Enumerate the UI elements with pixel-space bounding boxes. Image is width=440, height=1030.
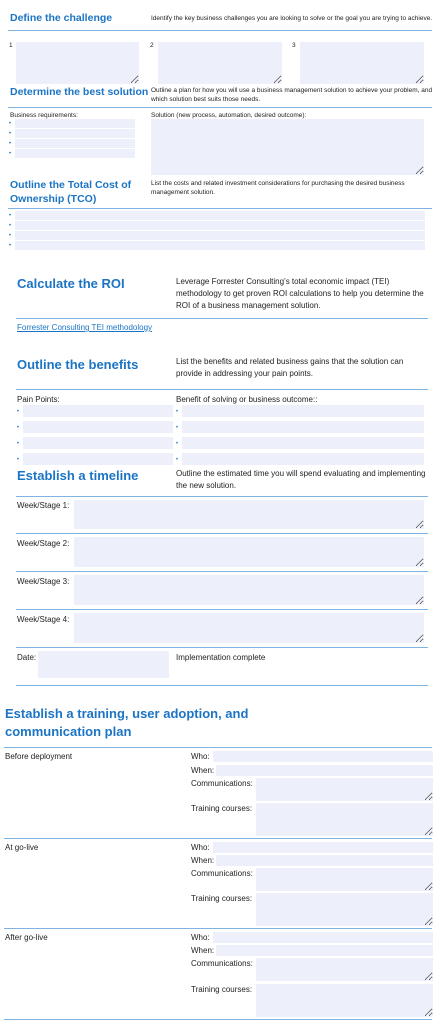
challenge-number: 1 xyxy=(9,42,13,49)
go-live-communications-field[interactable] xyxy=(256,868,433,891)
tei-methodology-link[interactable]: Forrester Consulting TEI methodology xyxy=(17,323,153,332)
bullet: • xyxy=(9,223,12,229)
pain-points-label: Pain Points: xyxy=(17,395,60,404)
row-divider xyxy=(16,571,428,572)
challenge-field-1[interactable] xyxy=(16,42,139,84)
section-divider xyxy=(16,318,428,319)
when-label: When: xyxy=(191,946,215,955)
best-solution-title: Determine the best solution xyxy=(10,86,149,98)
tco-field[interactable] xyxy=(15,241,425,250)
challenge-number: 3 xyxy=(292,42,296,49)
requirement-field[interactable] xyxy=(15,129,135,138)
challenge-field-3[interactable] xyxy=(300,42,424,84)
before-deployment-who-field[interactable] xyxy=(213,751,433,762)
communications-label: Communications: xyxy=(191,869,253,878)
solution-field[interactable] xyxy=(151,119,424,175)
business-requirements-label: Business requirements: xyxy=(10,112,78,119)
pain-point-field[interactable] xyxy=(23,405,173,417)
bullet: • xyxy=(9,243,12,249)
communications-label: Communications: xyxy=(191,959,253,968)
roi-title: Calculate the ROI xyxy=(17,276,125,291)
bullet: • xyxy=(176,425,179,431)
benefit-field[interactable] xyxy=(182,437,424,449)
stage-2-field[interactable] xyxy=(74,537,424,567)
section-divider xyxy=(4,747,432,748)
section-divider xyxy=(8,208,432,209)
bullet: • xyxy=(176,441,179,447)
phase-label: At go-live xyxy=(5,843,39,852)
stage-label: Week/Stage 2: xyxy=(17,539,70,548)
section-divider xyxy=(16,496,428,497)
date-label: Date: xyxy=(17,653,37,662)
training-plan-title: Establish a training, user adoption, and communication plan xyxy=(5,706,249,739)
row-divider xyxy=(16,647,428,648)
before-deployment-when-field[interactable] xyxy=(216,765,433,776)
stage-label: Week/Stage 1: xyxy=(17,501,70,510)
benefit-field[interactable] xyxy=(182,405,424,417)
date-field[interactable] xyxy=(38,651,169,678)
bullet: • xyxy=(9,131,12,137)
bullet: • xyxy=(17,457,20,463)
stage-4-field[interactable] xyxy=(74,613,424,643)
benefits-desc: List the benefits and related business gains that the solution can provide in addressing your pain points. xyxy=(176,357,404,378)
go-live-when-field[interactable] xyxy=(216,855,433,866)
requirement-field[interactable] xyxy=(15,149,135,158)
training-courses-label: Training courses: xyxy=(191,804,253,813)
when-label: When: xyxy=(191,766,215,775)
bullet: • xyxy=(176,457,179,463)
bullet: • xyxy=(9,151,12,157)
go-live-training-field[interactable] xyxy=(256,893,433,926)
benefit-label: Benefit of solving or business outcome:: xyxy=(176,395,318,404)
row-divider xyxy=(4,838,432,839)
bullet: • xyxy=(17,441,20,447)
before-deployment-training-field[interactable] xyxy=(256,803,433,836)
benefit-field[interactable] xyxy=(182,421,424,433)
benefit-field[interactable] xyxy=(182,453,424,465)
tco-desc: List the costs and related investment considerations for purchasing the desired business management solution. xyxy=(151,180,405,196)
stage-1-field[interactable] xyxy=(74,500,424,529)
before-deployment-communications-field[interactable] xyxy=(256,778,433,801)
phase-label: After go-live xyxy=(5,933,48,942)
timeline-title: Establish a timeline xyxy=(17,468,139,483)
requirement-field[interactable] xyxy=(15,139,135,148)
tco-field[interactable] xyxy=(15,211,425,220)
phase-label: Before deployment xyxy=(5,752,73,761)
benefits-title: Outline the benefits xyxy=(17,357,139,372)
who-label: Who: xyxy=(191,933,210,942)
row-divider xyxy=(16,533,428,534)
define-challenge-desc: Identify the key business challenges you are looking to solve or the goal you are trying to achieve. xyxy=(151,15,433,22)
section-divider xyxy=(16,389,428,390)
stage-label: Week/Stage 4: xyxy=(17,615,70,624)
training-courses-label: Training courses: xyxy=(191,985,253,994)
bullet: • xyxy=(17,425,20,431)
communications-label: Communications: xyxy=(191,779,253,788)
bullet: • xyxy=(9,141,12,147)
bullet: • xyxy=(9,233,12,239)
pain-point-field[interactable] xyxy=(23,453,173,465)
bullet: • xyxy=(176,409,179,415)
roi-desc: Leverage Forrester Consulting’s total economic impact (TEI) methodology to get proven ROI calculations to help you determine the ROI of a business management solution. xyxy=(176,277,424,310)
training-courses-label: Training courses: xyxy=(191,894,253,903)
when-label: When: xyxy=(191,856,215,865)
who-label: Who: xyxy=(191,752,210,761)
after-go-live-communications-field[interactable] xyxy=(256,958,433,981)
tco-field[interactable] xyxy=(15,221,425,230)
requirement-field[interactable] xyxy=(15,119,135,128)
tco-title: Outline the Total Cost of Ownership (TCO) xyxy=(10,179,132,205)
section-divider xyxy=(8,30,432,31)
go-live-who-field[interactable] xyxy=(213,842,433,853)
after-go-live-who-field[interactable] xyxy=(213,932,433,943)
row-divider xyxy=(4,928,432,929)
best-solution-desc: Outline a plan for how you will use a business management solution to achieve your problem, and which solution best suits those needs. xyxy=(151,87,433,103)
bullet: • xyxy=(9,121,12,127)
solution-label: Solution (new process, automation, desired outcome): xyxy=(151,112,307,119)
who-label: Who: xyxy=(191,843,210,852)
section-divider xyxy=(8,107,432,108)
stage-label: Week/Stage 3: xyxy=(17,577,70,586)
bullet: • xyxy=(9,213,12,219)
pain-point-field[interactable] xyxy=(23,437,173,449)
row-divider xyxy=(16,685,428,686)
challenge-number: 2 xyxy=(150,42,154,49)
pain-point-field[interactable] xyxy=(23,421,173,433)
row-divider xyxy=(4,1019,432,1020)
stage-3-field[interactable] xyxy=(74,575,424,605)
timeline-desc: Outline the estimated time you will spend evaluating and implementing the new solution. xyxy=(176,469,426,490)
after-go-live-when-field[interactable] xyxy=(216,945,433,956)
after-go-live-training-field[interactable] xyxy=(256,984,433,1017)
bullet: • xyxy=(17,409,20,415)
define-challenge-title: Define the challenge xyxy=(10,12,113,24)
challenge-field-2[interactable] xyxy=(158,42,282,84)
tco-field[interactable] xyxy=(15,231,425,240)
implementation-complete-label: Implementation complete xyxy=(176,653,266,662)
row-divider xyxy=(16,609,428,610)
